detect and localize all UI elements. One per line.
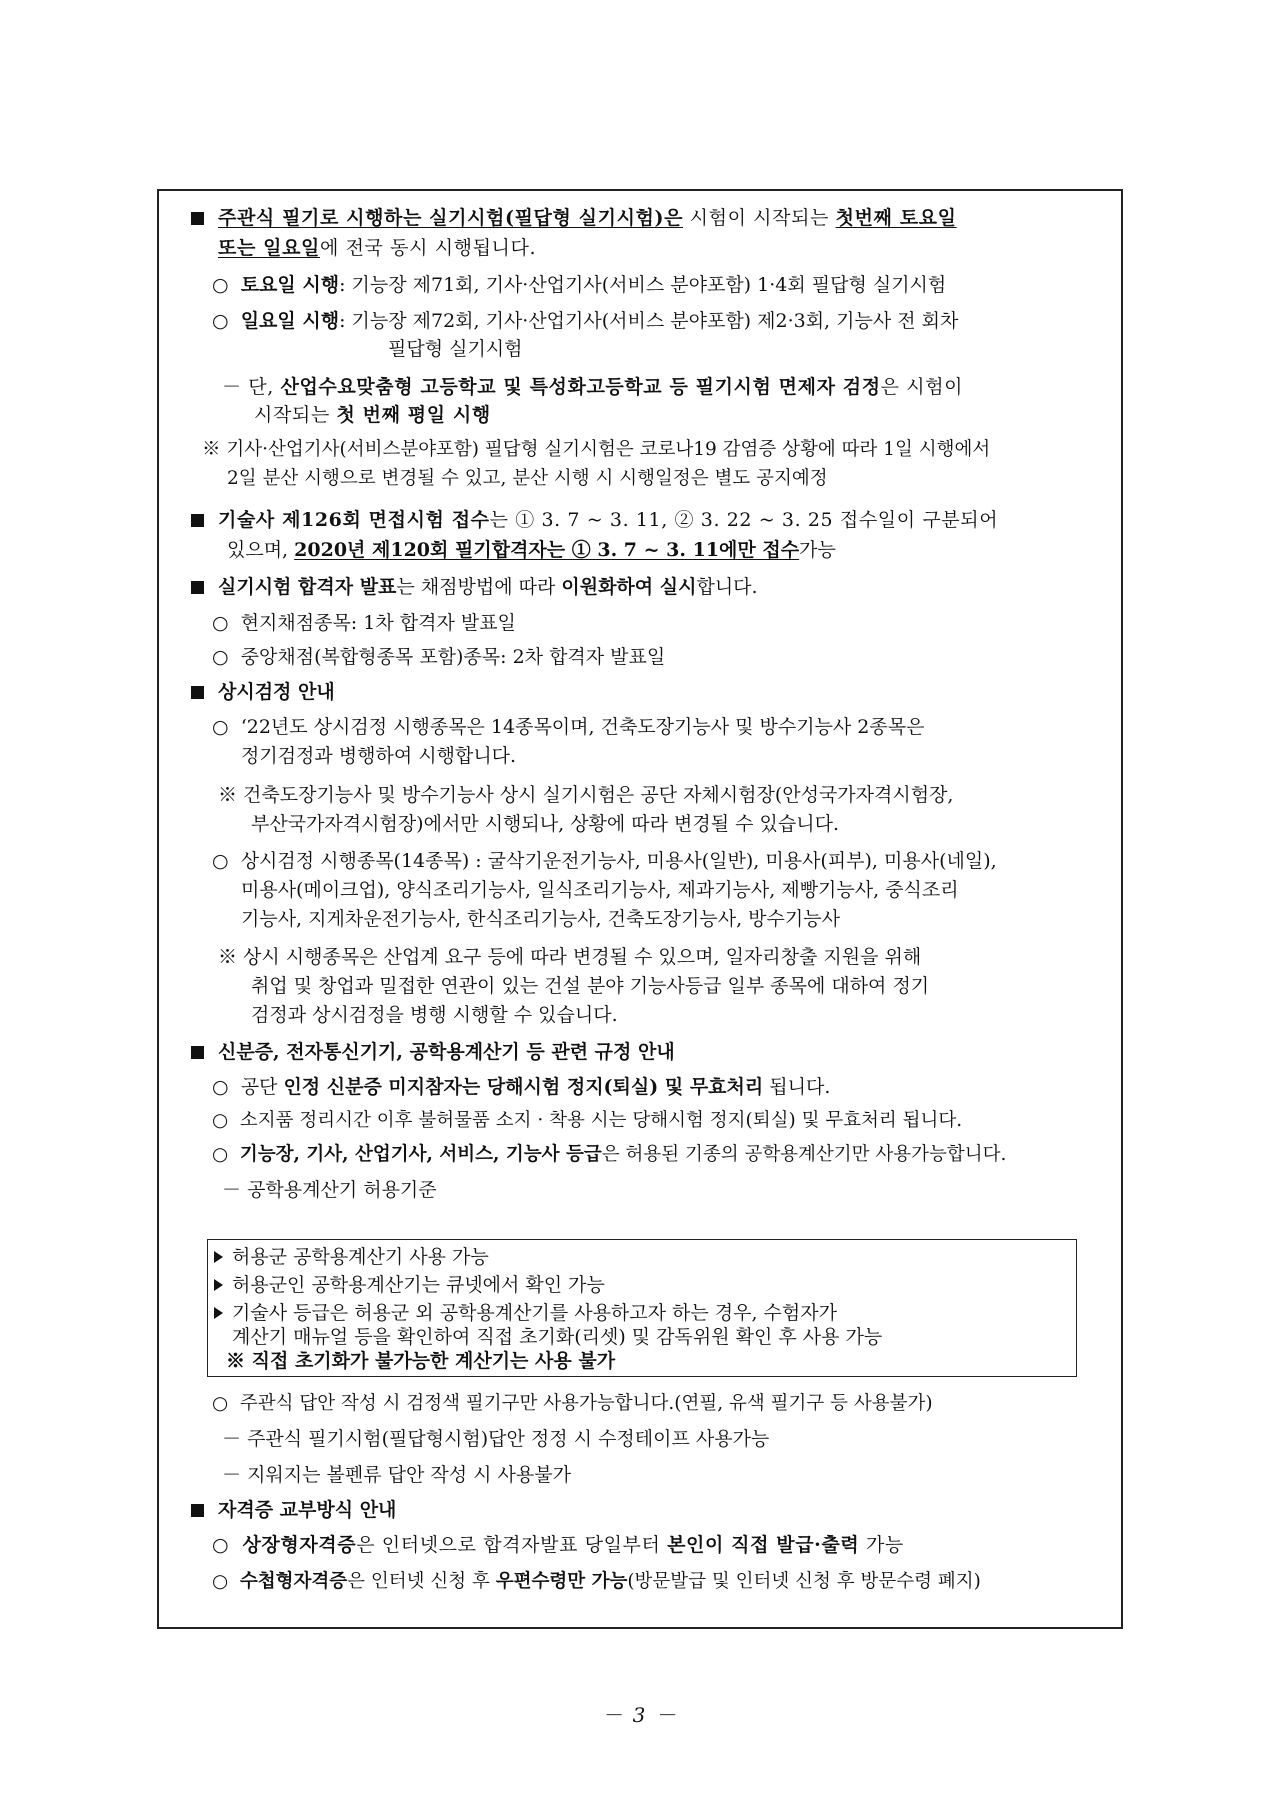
black-right-triangle-icon bbox=[214, 1251, 223, 1263]
section4-item1: ○ ‘22년도 상시검정 시행종목은 14종목이며, 건축도장기능사 및 방수기능사 2종목은 bbox=[212, 716, 925, 738]
box-line4: 계산기 매뉴얼 등을 확인하여 직접 초기화(리셋) 및 감독위원 확인 후 사용 가능 bbox=[232, 1326, 883, 1348]
section4-item2-cont2: 기능사, 지게차운전기능사, 한식조리기능사, 건축도장기능사, 방수기능사 bbox=[241, 908, 840, 930]
section4-item1-cont: 정기검정과 병행하여 시행합니다. bbox=[241, 745, 517, 767]
box-line5: ※ 직접 초기화가 불가능한 계산기는 사용 불가 bbox=[226, 1350, 616, 1372]
section6-heading: 자격증 교부방식 안내 bbox=[191, 1496, 396, 1524]
content-frame bbox=[157, 189, 1123, 1629]
section2-line2: 있으며, 2020년 제120회 필기합격자는 ① 3. 7 ~ 3. 11에만 접수가능 bbox=[227, 539, 836, 561]
section3-item2: ○ 중앙채점(복합형종목 포함)종목: 2차 합격자 발표일 bbox=[212, 646, 666, 668]
page-number: － 3 － bbox=[602, 1703, 678, 1727]
black-square-icon bbox=[191, 1504, 204, 1517]
section5-item1: ○ 공단 인정 신분증 미지참자는 당해시험 정지(퇴실) 및 무효처리 됩니다. bbox=[212, 1076, 831, 1098]
section4-ref2-cont2: 검정과 상시검정을 병행 시행할 수 있습니다. bbox=[251, 1004, 618, 1026]
section4-ref2-cont1: 취업 및 창업과 밀접한 연관이 있는 건설 분야 기능사등급 일부 종목에 대하여 정기 bbox=[251, 975, 930, 997]
section5-item2: ○ 소지품 정리시간 이후 불허물품 소지 · 착용 시는 당해시험 정지(퇴실) 및 무효처리 됩니다. bbox=[212, 1110, 963, 1131]
section5-item3: ○ 기능장, 기사, 산업기사, 서비스, 기능사 등급은 허용된 기종의 공학용계산기만 사용가능합니다. bbox=[212, 1144, 1007, 1165]
section5-dash2: － 주관식 필기시험(필답형시험)답안 정정 시 수정테이프 사용가능 bbox=[222, 1428, 770, 1450]
black-square-icon bbox=[191, 1046, 204, 1059]
section1-note: － 단, 산업수요맞춤형 고등학교 및 특성화고등학교 등 필기시험 면제자 검정은 시험이 bbox=[222, 376, 964, 398]
section1-sun-item: ○ 일요일 시행: 기능장 제72회, 기사·산업기사(서비스 분야포함) 제2·3회, 기능사 전 회차 bbox=[212, 310, 959, 332]
box-line3: 기술사 등급은 허용군 외 공학용계산기를 사용하고자 하는 경우, 수험자가 bbox=[214, 1299, 837, 1327]
section5-dash1: － 공학용계산기 허용기준 bbox=[222, 1179, 437, 1201]
section1-ref1: ※ 기사·산업기사(서비스분야포함) 필답형 실기시험은 코로나19 감염증 상황에 따라 1일 시행에서 bbox=[202, 439, 991, 460]
section4-ref1: ※ 건축도장기능사 및 방수기능사 상시 실기시험은 공단 자체시험장(안성국가자격시험장, bbox=[218, 784, 954, 806]
section3-heading: 실기시험 합격자 발표는 채점방법에 따라 이원화하여 실시합니다. bbox=[191, 573, 758, 601]
black-square-icon bbox=[191, 686, 204, 699]
section4-ref1-cont: 부산국가자격시험장)에서만 시행되나, 상황에 따라 변경될 수 있습니다. bbox=[251, 813, 839, 835]
section4-ref2: ※ 상시 시행종목은 산업계 요구 등에 따라 변경될 수 있으며, 일자리창출 지원을 위해 bbox=[218, 946, 922, 968]
section1-heading: 주관식 필기로 시행하는 실기시험(필답형 실기시험)은 시험이 시작되는 첫번째 토요일 bbox=[191, 204, 957, 232]
section1-ref2: 2일 분산 시행으로 변경될 수 있고, 분산 시행 시 시행일정은 별도 공지예정 bbox=[227, 468, 828, 489]
section5-dash3: － 지워지는 볼펜류 답안 작성 시 사용불가 bbox=[222, 1464, 571, 1486]
box-line2: 허용군인 공학용계산기는 큐넷에서 확인 가능 bbox=[214, 1271, 605, 1299]
section4-item2: ○ 상시검정 시행종목(14종목) : 굴삭기운전기능사, 미용사(일반), 미용사(피부), 미용사(네일), bbox=[212, 850, 997, 872]
box-line1: 허용군 공학용계산기 사용 가능 bbox=[214, 1243, 489, 1271]
section1-sat-item: ○ 토요일 시행: 기능장 제71회, 기사·산업기사(서비스 분야포함) 1·4회 필답형 실기시험 bbox=[212, 274, 947, 296]
section5-item4: ○ 주관식 답안 작성 시 검정색 필기구만 사용가능합니다.(연필, 유색 필기구 등 사용불가) bbox=[212, 1393, 933, 1414]
black-right-triangle-icon bbox=[214, 1279, 223, 1291]
section4-item2-cont1: 미용사(메이크업), 양식조리기능사, 일식조리기능사, 제과기능사, 제빵기능사, 중식조리 bbox=[241, 879, 959, 901]
section6-item2: ○ 수첩형자격증은 인터넷 신청 후 우편수령만 가능(방문발급 및 인터넷 신청 후 방문수령 폐지) bbox=[212, 1571, 981, 1592]
section5-heading: 신분증, 전자통신기기, 공학용계산기 등 관련 규정 안내 bbox=[191, 1038, 675, 1066]
section4-heading: 상시검정 안내 bbox=[191, 678, 335, 706]
section2-line1: 기술사 제126회 면접시험 접수는 ① 3. 7 ~ 3. 11, ② 3. 22 ~ 3. 25 접수일이 구분되어 bbox=[191, 506, 998, 534]
section3-item1: ○ 현지채점종목: 1차 합격자 발표일 bbox=[212, 612, 516, 634]
black-square-icon bbox=[191, 514, 204, 527]
black-square-icon bbox=[191, 581, 204, 594]
section1-sun-item-cont: 필답형 실기시험 bbox=[388, 338, 523, 360]
black-square-icon bbox=[191, 212, 204, 225]
black-right-triangle-icon bbox=[214, 1307, 223, 1319]
section1-heading-cont: 또는 일요일에 전국 동시 시행됩니다. bbox=[218, 237, 537, 259]
section6-item1: ○ 상장형자격증은 인터넷으로 합격자발표 당일부터 본인이 직접 발급·출력 가능 bbox=[212, 1534, 904, 1556]
section1-note-cont: 시작되는 첫 번째 평일 시행 bbox=[254, 404, 491, 426]
calculator-rules-box bbox=[207, 1239, 1077, 1377]
